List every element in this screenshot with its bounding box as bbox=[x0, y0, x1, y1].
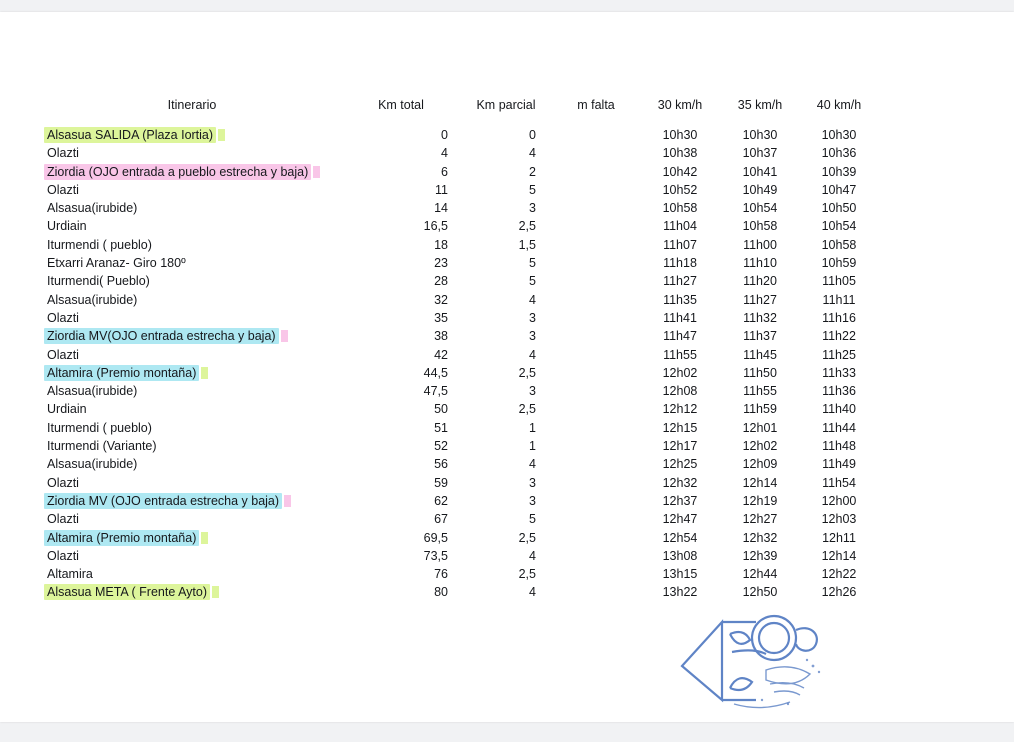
cell-time-30: 13h08 bbox=[662, 548, 698, 563]
cell-itinerario bbox=[40, 565, 344, 583]
cell-time-40: 11h48 bbox=[822, 439, 856, 454]
cell-km-parcial: 2,5 bbox=[518, 365, 536, 380]
table-row bbox=[40, 419, 880, 437]
cell-time-40: 10h36 bbox=[821, 146, 857, 161]
cell-itinerario bbox=[40, 236, 344, 254]
cell-km-parcial: 4 bbox=[529, 292, 536, 307]
cell-time-40: 11h44 bbox=[822, 420, 856, 435]
cell-time-40: 11h33 bbox=[822, 365, 856, 380]
cell-m-falta bbox=[554, 327, 638, 345]
cell-m-falta bbox=[554, 455, 638, 473]
itinerary-label: Altamira bbox=[47, 567, 93, 582]
itinerary-label: Alsasua META ( Frente Ayto) bbox=[44, 584, 210, 600]
cell-time-35: 11h55 bbox=[743, 384, 777, 399]
cell-time-35: 11h32 bbox=[743, 310, 777, 325]
cell-m-falta bbox=[554, 364, 638, 382]
cell-km-total: 42 bbox=[434, 347, 448, 362]
table-row bbox=[40, 474, 880, 492]
cell-itinerario bbox=[40, 510, 344, 528]
cell-itinerario bbox=[40, 400, 344, 418]
cell-time-30: 12h37 bbox=[662, 493, 698, 508]
cell-km-total: 67 bbox=[434, 512, 448, 527]
cell-itinerario bbox=[40, 474, 344, 492]
cell-time-35: 11h00 bbox=[743, 237, 777, 252]
cell-km-total: 80 bbox=[434, 585, 448, 600]
cell-km-total: 47,5 bbox=[423, 384, 448, 399]
cell-time-35: 10h41 bbox=[742, 164, 778, 179]
cell-km-total: 59 bbox=[434, 475, 448, 490]
cell-time-30: 12h32 bbox=[662, 475, 698, 490]
cell-m-falta bbox=[554, 291, 638, 309]
cell-km-parcial: 1,5 bbox=[518, 237, 536, 252]
table-row bbox=[40, 163, 880, 181]
itinerary-label: Iturmendi( Pueblo) bbox=[47, 274, 150, 289]
cell-m-falta bbox=[554, 272, 638, 290]
cell-km-total: 62 bbox=[434, 493, 448, 508]
column-header-30kmh: 30 km/h bbox=[657, 98, 703, 112]
cell-km-total: 32 bbox=[434, 292, 448, 307]
table-row bbox=[40, 510, 880, 528]
cell-time-35: 12h50 bbox=[742, 585, 778, 600]
cell-time-35: 11h37 bbox=[743, 329, 777, 344]
itinerary-label: Olazti bbox=[47, 310, 79, 325]
table-row bbox=[40, 547, 880, 565]
highlight-nib bbox=[201, 367, 208, 379]
cell-time-30: 13h22 bbox=[662, 585, 698, 600]
cell-km-parcial: 1 bbox=[529, 439, 536, 454]
cell-time-40: 10h58 bbox=[821, 237, 857, 252]
cell-km-parcial: 3 bbox=[529, 493, 536, 508]
cell-time-35: 11h59 bbox=[743, 402, 777, 417]
cell-time-40: 11h22 bbox=[822, 329, 856, 344]
cell-time-40: 10h39 bbox=[821, 164, 857, 179]
itinerary-label: Ziordia (OJO entrada a pueblo estrecha y baja) bbox=[44, 164, 311, 180]
cell-time-40: 11h11 bbox=[822, 292, 856, 307]
cell-m-falta bbox=[554, 346, 638, 364]
cell-km-parcial: 3 bbox=[529, 384, 536, 399]
cell-time-30: 12h12 bbox=[662, 402, 698, 417]
cell-itinerario bbox=[40, 163, 344, 181]
cell-time-40: 11h25 bbox=[822, 347, 856, 362]
cell-m-falta bbox=[554, 382, 638, 400]
cell-m-falta bbox=[554, 474, 638, 492]
itinerary-label: Alsasua(irubide) bbox=[47, 292, 138, 307]
cell-time-35: 12h19 bbox=[742, 493, 778, 508]
table-row bbox=[40, 254, 880, 272]
itinerary-label: Olazti bbox=[47, 182, 79, 197]
cell-itinerario bbox=[40, 492, 344, 510]
cell-itinerario bbox=[40, 364, 344, 382]
table-row bbox=[40, 181, 880, 199]
cell-itinerario bbox=[40, 144, 344, 162]
cell-time-30: 11h18 bbox=[663, 256, 697, 271]
cell-m-falta bbox=[554, 126, 638, 144]
cell-time-40: 12h03 bbox=[821, 512, 857, 527]
cell-km-total: 23 bbox=[434, 256, 448, 271]
table-row bbox=[40, 400, 880, 418]
cell-km-parcial: 2,5 bbox=[518, 567, 536, 582]
table-row bbox=[40, 346, 880, 364]
cell-time-40: 10h59 bbox=[821, 256, 857, 271]
itinerary-label: Iturmendi ( pueblo) bbox=[47, 420, 152, 435]
cell-itinerario bbox=[40, 382, 344, 400]
cell-time-30: 12h08 bbox=[662, 384, 698, 399]
cell-itinerario bbox=[40, 583, 344, 601]
cell-time-30: 12h54 bbox=[662, 530, 698, 545]
cell-time-35: 12h44 bbox=[742, 567, 778, 582]
cell-km-parcial: 3 bbox=[529, 329, 536, 344]
itinerary-label: Altamira (Premio montaña) bbox=[44, 530, 199, 546]
cell-time-30: 10h42 bbox=[662, 164, 698, 179]
highlight-nib bbox=[313, 166, 320, 178]
cell-km-total: 51 bbox=[434, 420, 448, 435]
cell-time-35: 11h45 bbox=[743, 347, 777, 362]
cell-km-total: 35 bbox=[434, 310, 448, 325]
cell-m-falta bbox=[554, 510, 638, 528]
cell-time-35: 12h14 bbox=[742, 475, 778, 490]
column-header-km-total: Km total bbox=[378, 98, 424, 112]
cell-km-parcial: 5 bbox=[529, 182, 536, 197]
cell-time-40: 12h00 bbox=[821, 493, 857, 508]
cell-km-parcial: 4 bbox=[529, 548, 536, 563]
column-header-m-falta: m falta bbox=[577, 98, 615, 112]
cell-time-35: 10h37 bbox=[742, 146, 778, 161]
itinerary-label: Etxarri Aranaz- Giro 180º bbox=[47, 256, 186, 271]
column-header-itinerario: Itinerario bbox=[167, 98, 217, 112]
itinerary-label: Olazti bbox=[47, 512, 79, 527]
cell-itinerario bbox=[40, 272, 344, 290]
cell-km-total: 69,5 bbox=[423, 530, 448, 545]
table-row bbox=[40, 291, 880, 309]
cell-m-falta bbox=[554, 492, 638, 510]
itinerary-label: Olazti bbox=[47, 146, 79, 161]
itinerary-label: Altamira (Premio montaña) bbox=[44, 365, 199, 381]
cell-km-parcial: 3 bbox=[529, 310, 536, 325]
cell-m-falta bbox=[554, 437, 638, 455]
cell-time-35: 12h01 bbox=[742, 420, 778, 435]
table-row bbox=[40, 565, 880, 583]
cell-km-parcial: 2 bbox=[529, 164, 536, 179]
itinerary-label: Alsasua SALIDA (Plaza Iortia) bbox=[44, 127, 216, 143]
cell-itinerario bbox=[40, 126, 344, 144]
cell-time-40: 11h54 bbox=[822, 475, 856, 490]
cell-itinerario bbox=[40, 455, 344, 473]
table-row bbox=[40, 327, 880, 345]
cell-m-falta bbox=[554, 163, 638, 181]
highlight-nib bbox=[281, 330, 288, 342]
cell-km-parcial: 3 bbox=[529, 201, 536, 216]
cell-km-parcial: 2,5 bbox=[518, 402, 536, 417]
cell-km-total: 50 bbox=[434, 402, 448, 417]
cell-m-falta bbox=[554, 144, 638, 162]
cell-time-40: 11h05 bbox=[822, 274, 856, 289]
cell-time-30: 12h15 bbox=[662, 420, 698, 435]
cell-time-40: 12h26 bbox=[821, 585, 857, 600]
cell-time-40: 10h54 bbox=[821, 219, 857, 234]
cell-km-parcial: 3 bbox=[529, 475, 536, 490]
cell-time-35: 11h20 bbox=[743, 274, 777, 289]
itinerary-label: Iturmendi ( pueblo) bbox=[47, 237, 152, 252]
cell-time-35: 11h50 bbox=[743, 365, 777, 380]
cell-km-total: 14 bbox=[434, 201, 448, 216]
cell-km-parcial: 5 bbox=[529, 256, 536, 271]
cell-time-40: 10h30 bbox=[821, 128, 857, 142]
cell-m-falta bbox=[554, 309, 638, 327]
cell-km-total: 6 bbox=[441, 164, 448, 179]
cell-time-30: 10h52 bbox=[662, 182, 698, 197]
itinerary-label: Ziordia MV (OJO entrada estrecha y baja) bbox=[44, 493, 282, 509]
cell-time-30: 12h02 bbox=[662, 365, 698, 380]
cell-km-total: 56 bbox=[434, 457, 448, 472]
cell-time-30: 11h41 bbox=[663, 310, 697, 325]
cell-km-total: 11 bbox=[435, 182, 448, 197]
cell-time-35: 10h30 bbox=[742, 128, 778, 142]
cell-km-total: 4 bbox=[441, 146, 448, 161]
cell-m-falta bbox=[554, 199, 638, 217]
table-row bbox=[40, 236, 880, 254]
spreadsheet-sheet bbox=[18, 20, 996, 710]
cell-time-40: 11h36 bbox=[822, 384, 856, 399]
cell-time-30: 11h07 bbox=[663, 237, 697, 252]
cell-km-total: 0 bbox=[441, 128, 448, 142]
itinerary-label: Alsasua(irubide) bbox=[47, 457, 138, 472]
cell-time-40: 11h16 bbox=[822, 310, 856, 325]
cell-time-30: 11h47 bbox=[663, 329, 697, 344]
cell-time-30: 12h47 bbox=[662, 512, 698, 527]
itinerary-label: Alsasua(irubide) bbox=[47, 384, 138, 399]
itinerary-label: Urdiain bbox=[47, 219, 87, 234]
itinerary-label: Olazti bbox=[47, 548, 79, 563]
cell-time-30: 10h38 bbox=[662, 146, 698, 161]
itinerary-label: Urdiain bbox=[47, 402, 87, 417]
cell-itinerario bbox=[40, 181, 344, 199]
cell-itinerario bbox=[40, 327, 344, 345]
itinerary-label: Ziordia MV(OJO entrada estrecha y baja) bbox=[44, 328, 279, 344]
cell-km-total: 52 bbox=[434, 439, 448, 454]
column-header-km-parcial: Km parcial bbox=[476, 98, 536, 112]
cell-time-35: 11h27 bbox=[743, 292, 777, 307]
cell-time-30: 10h58 bbox=[662, 201, 698, 216]
cell-time-30: 11h04 bbox=[663, 219, 697, 234]
document-page bbox=[0, 12, 1014, 722]
cell-m-falta bbox=[554, 400, 638, 418]
cell-time-40: 12h11 bbox=[822, 530, 856, 545]
cell-km-total: 44,5 bbox=[423, 365, 448, 380]
cell-km-parcial: 2,5 bbox=[518, 219, 536, 234]
cell-m-falta bbox=[554, 529, 638, 547]
header-row bbox=[40, 98, 880, 126]
itinerary-label: Alsasua(irubide) bbox=[47, 201, 138, 216]
cell-m-falta bbox=[554, 181, 638, 199]
table-row bbox=[40, 364, 880, 382]
cell-m-falta bbox=[554, 419, 638, 437]
cell-itinerario bbox=[40, 291, 344, 309]
cell-km-parcial: 2,5 bbox=[518, 530, 536, 545]
table-row bbox=[40, 529, 880, 547]
table-row bbox=[40, 437, 880, 455]
cell-km-parcial: 4 bbox=[529, 585, 536, 600]
cell-time-35: 12h27 bbox=[742, 512, 778, 527]
cell-time-30: 11h35 bbox=[663, 292, 697, 307]
cell-time-40: 10h47 bbox=[821, 182, 857, 197]
cell-km-parcial: 4 bbox=[529, 347, 536, 362]
cell-m-falta bbox=[554, 254, 638, 272]
table-row bbox=[40, 455, 880, 473]
cell-itinerario bbox=[40, 437, 344, 455]
cell-time-30: 10h30 bbox=[662, 128, 698, 142]
cell-itinerario bbox=[40, 309, 344, 327]
cell-time-40: 11h49 bbox=[822, 457, 856, 472]
highlight-nib bbox=[218, 129, 225, 141]
cell-time-35: 12h32 bbox=[742, 530, 778, 545]
cell-km-parcial: 1 bbox=[529, 420, 536, 435]
table-body bbox=[40, 126, 880, 602]
cell-itinerario bbox=[40, 547, 344, 565]
itinerary-label: Olazti bbox=[47, 347, 79, 362]
cell-time-40: 12h22 bbox=[821, 567, 857, 582]
column-header-35kmh: 35 km/h bbox=[737, 98, 783, 112]
table-row bbox=[40, 583, 880, 601]
itinerary-table bbox=[40, 98, 880, 602]
table-row bbox=[40, 382, 880, 400]
cell-m-falta bbox=[554, 583, 638, 601]
cell-time-40: 10h50 bbox=[821, 201, 857, 216]
cell-m-falta bbox=[554, 217, 638, 235]
table-row bbox=[40, 217, 880, 235]
cell-time-35: 11h10 bbox=[743, 256, 777, 271]
cell-km-total: 38 bbox=[434, 329, 448, 344]
cell-time-30: 12h25 bbox=[662, 457, 698, 472]
cell-m-falta bbox=[554, 547, 638, 565]
club-stamp bbox=[670, 600, 840, 720]
cell-km-parcial: 4 bbox=[529, 146, 536, 161]
cell-itinerario bbox=[40, 254, 344, 272]
highlight-nib bbox=[201, 532, 208, 544]
cell-time-30: 12h17 bbox=[662, 439, 698, 454]
cell-itinerario bbox=[40, 529, 344, 547]
itinerary-label: Olazti bbox=[47, 475, 79, 490]
table-row bbox=[40, 144, 880, 162]
cell-time-35: 10h58 bbox=[742, 219, 778, 234]
cell-km-total: 28 bbox=[434, 274, 448, 289]
cell-time-40: 12h14 bbox=[821, 548, 857, 563]
cell-km-total: 18 bbox=[434, 237, 448, 252]
cell-time-30: 11h55 bbox=[663, 347, 697, 362]
highlight-nib bbox=[212, 586, 219, 598]
table-header bbox=[40, 98, 880, 126]
cell-km-total: 16,5 bbox=[423, 219, 448, 234]
cell-itinerario bbox=[40, 346, 344, 364]
table-row bbox=[40, 492, 880, 510]
cell-km-parcial: 5 bbox=[529, 274, 536, 289]
cell-time-30: 11h27 bbox=[663, 274, 697, 289]
column-header-40kmh: 40 km/h bbox=[816, 98, 862, 112]
cell-km-parcial: 4 bbox=[529, 457, 536, 472]
itinerary-label: Iturmendi (Variante) bbox=[47, 439, 157, 454]
cell-time-35: 10h49 bbox=[742, 182, 778, 197]
table-row bbox=[40, 199, 880, 217]
cell-itinerario bbox=[40, 217, 344, 235]
cell-km-parcial: 0 bbox=[529, 128, 536, 142]
cell-km-total: 73,5 bbox=[423, 548, 448, 563]
table-row bbox=[40, 272, 880, 290]
table-row bbox=[40, 126, 880, 144]
cell-km-total: 76 bbox=[434, 567, 448, 582]
cell-time-30: 13h15 bbox=[662, 567, 698, 582]
cell-time-35: 12h39 bbox=[742, 548, 778, 563]
cell-m-falta bbox=[554, 565, 638, 583]
cell-time-35: 10h54 bbox=[742, 201, 778, 216]
cell-itinerario bbox=[40, 419, 344, 437]
cell-time-40: 11h40 bbox=[822, 402, 856, 417]
cell-time-35: 12h09 bbox=[742, 457, 778, 472]
cell-km-parcial: 5 bbox=[529, 512, 536, 527]
cell-time-35: 12h02 bbox=[742, 439, 778, 454]
table-row bbox=[40, 309, 880, 327]
cell-itinerario bbox=[40, 199, 344, 217]
highlight-nib bbox=[284, 495, 291, 507]
cell-m-falta bbox=[554, 236, 638, 254]
